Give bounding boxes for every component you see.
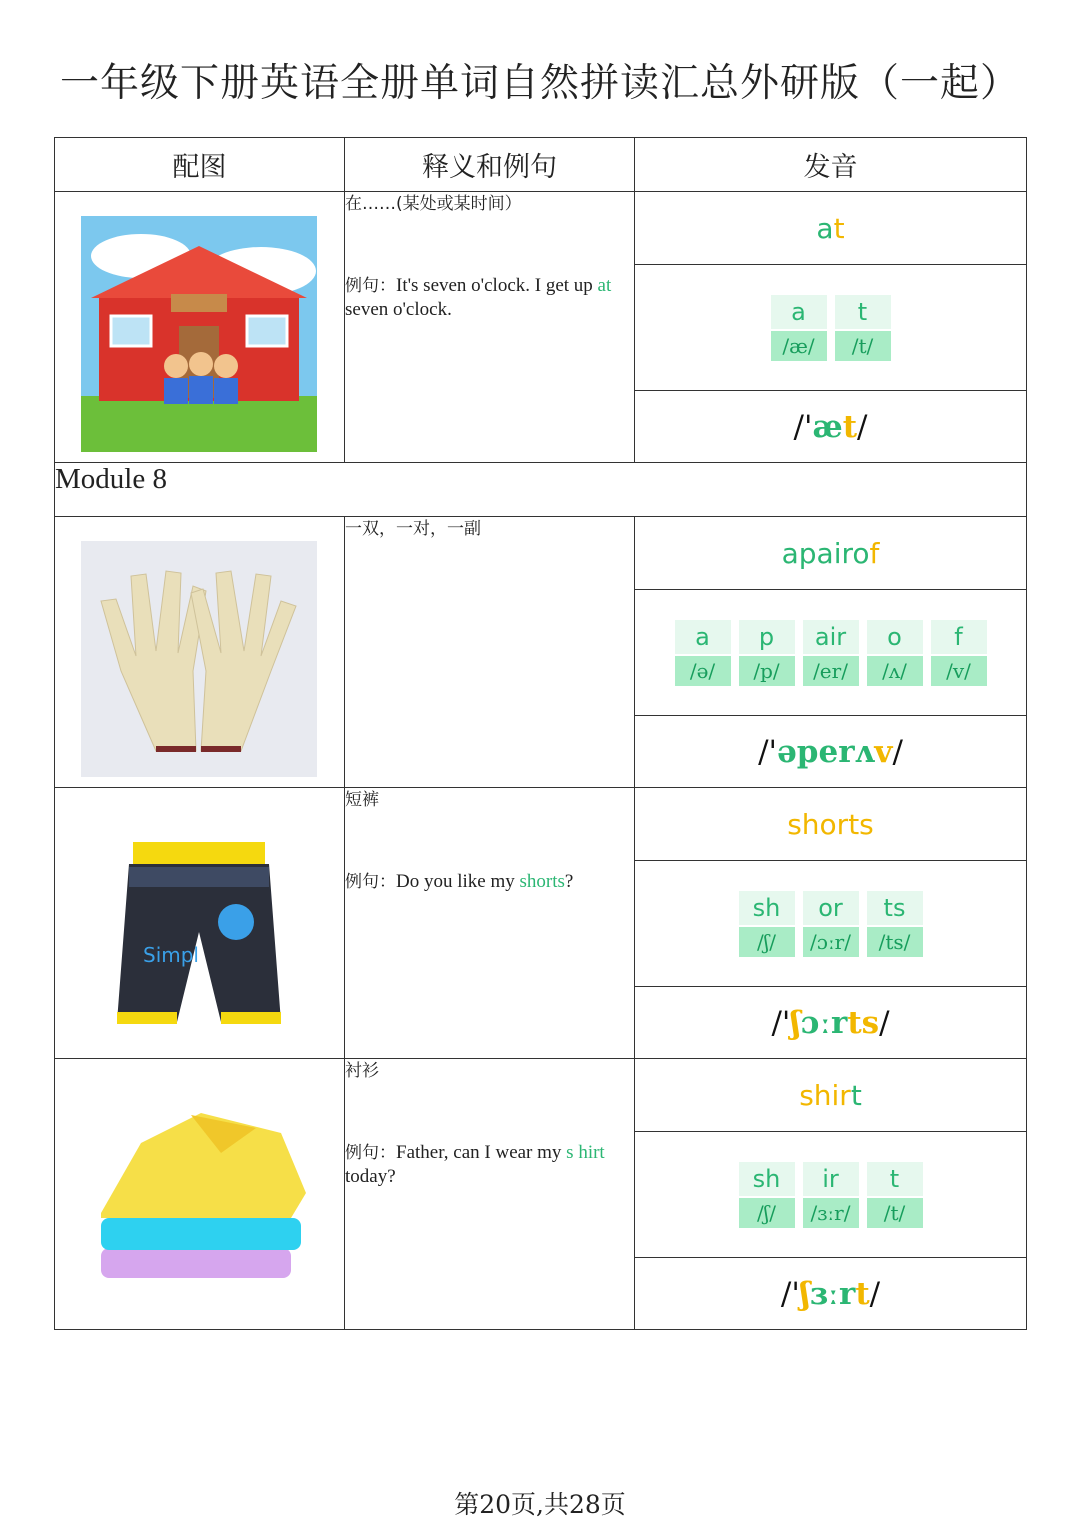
phonics-tile bbox=[739, 891, 795, 957]
tile-letters: t bbox=[867, 1162, 923, 1196]
example-keyword: at bbox=[597, 275, 612, 296]
shirts-icon bbox=[81, 1083, 317, 1319]
example-text: Do you like my bbox=[396, 871, 520, 892]
example-text: ? bbox=[564, 871, 574, 892]
word-spelling bbox=[635, 517, 1026, 590]
tile-letters: t bbox=[835, 295, 891, 329]
phonics-tile bbox=[739, 1162, 795, 1228]
word-part: shir bbox=[799, 1078, 851, 1112]
picture-cell bbox=[55, 192, 345, 463]
pronunciation-cell bbox=[635, 192, 1027, 463]
phonics-tiles bbox=[635, 861, 1026, 987]
header-meaning: 释义和例句 bbox=[345, 138, 635, 192]
meaning-text: 衬衫 bbox=[345, 1061, 379, 1081]
ipa-part: ʃ bbox=[790, 1004, 801, 1041]
tile-sound: /ɔːr/ bbox=[803, 927, 859, 957]
vocab-table bbox=[54, 137, 1027, 1330]
tile-sound: /t/ bbox=[867, 1198, 923, 1228]
header-pron: 发音 bbox=[635, 138, 1027, 192]
word-part: f bbox=[869, 536, 880, 570]
meaning-cell bbox=[345, 1059, 635, 1330]
ipa-transcription bbox=[635, 391, 1026, 462]
word-part: shorts bbox=[787, 807, 874, 841]
tile-letters: f bbox=[931, 620, 987, 654]
picture-cell bbox=[55, 517, 345, 788]
meaning-cell bbox=[345, 517, 635, 788]
ipa-part: /' bbox=[771, 1004, 791, 1041]
vocab-row bbox=[55, 788, 1027, 1059]
tile-sound: /ɜːr/ bbox=[803, 1198, 859, 1228]
ipa-transcription bbox=[635, 987, 1026, 1058]
ipa-part: əperʌ bbox=[777, 733, 875, 770]
vocab-row bbox=[55, 192, 1027, 463]
picture-cell bbox=[55, 1059, 345, 1330]
pronunciation-cell bbox=[635, 788, 1027, 1059]
tile-sound: /ʃ/ bbox=[739, 1198, 795, 1228]
word-part: t bbox=[833, 211, 845, 245]
tile-sound: /ə/ bbox=[675, 656, 731, 686]
example-keyword: s hirt bbox=[566, 1142, 605, 1163]
phonics-tile bbox=[803, 620, 859, 686]
meaning-cell bbox=[345, 192, 635, 463]
word-spelling bbox=[635, 1059, 1026, 1132]
example-text: Father, can I wear my bbox=[396, 1142, 567, 1163]
ipa-part: t bbox=[842, 408, 858, 445]
tile-letters: o bbox=[867, 620, 923, 654]
ipa-part: v bbox=[874, 733, 893, 770]
phonics-tiles bbox=[635, 590, 1026, 716]
page-footer: 第20页,共28页 bbox=[454, 1490, 626, 1519]
module-row bbox=[55, 463, 1027, 517]
picture-cell bbox=[55, 788, 345, 1059]
tile-sound: /æ/ bbox=[771, 331, 827, 361]
tile-letters: p bbox=[739, 620, 795, 654]
tile-letters: or bbox=[803, 891, 859, 925]
phonics-tile bbox=[931, 620, 987, 686]
ipa-part: æ bbox=[812, 408, 843, 445]
phonics-tile bbox=[867, 620, 923, 686]
meaning-cell bbox=[345, 788, 635, 1059]
phonics-tile bbox=[675, 620, 731, 686]
ipa-part: ʃ bbox=[799, 1275, 811, 1312]
pronunciation-cell bbox=[635, 1059, 1027, 1330]
meaning-text: 一双，一对，一副 bbox=[345, 519, 481, 539]
ipa-part: ts bbox=[847, 1004, 880, 1041]
header-picture: 配图 bbox=[55, 138, 345, 192]
ipa-part: /' bbox=[780, 1275, 800, 1312]
ipa-part: /' bbox=[793, 408, 813, 445]
phonics-tile bbox=[771, 295, 827, 361]
phonics-tile bbox=[867, 1162, 923, 1228]
tile-letters: a bbox=[675, 620, 731, 654]
vocab-row bbox=[55, 1059, 1027, 1330]
ipa-part: / bbox=[869, 1275, 881, 1312]
word-part: t bbox=[850, 1078, 862, 1112]
page-title: 一年级下册英语全册单词自然拼读汇总外研版（一起） bbox=[59, 61, 1020, 106]
phonics-tile bbox=[803, 1162, 859, 1228]
gloves-icon bbox=[81, 541, 317, 777]
pronunciation-cell bbox=[635, 517, 1027, 788]
example-sentence bbox=[345, 870, 634, 894]
example-sentence bbox=[345, 274, 634, 322]
word-spelling bbox=[635, 788, 1026, 861]
phonics-tile bbox=[867, 891, 923, 957]
ipa-part: /' bbox=[758, 733, 778, 770]
ipa-transcription bbox=[635, 1258, 1026, 1329]
vocab-row bbox=[55, 517, 1027, 788]
word-part: a bbox=[816, 211, 834, 245]
tile-letters: a bbox=[771, 295, 827, 329]
tile-letters: ts bbox=[867, 891, 923, 925]
example-text: It's seven o'clock. I get up bbox=[396, 275, 598, 296]
phonics-tiles bbox=[635, 1132, 1026, 1258]
tile-letters: sh bbox=[739, 891, 795, 925]
ipa-part: / bbox=[892, 733, 903, 770]
word-part: apairo bbox=[781, 536, 870, 570]
example-text: seven o'clock. bbox=[345, 299, 452, 320]
ipa-part: / bbox=[857, 408, 868, 445]
ipa-transcription bbox=[635, 716, 1026, 787]
tile-letters: sh bbox=[739, 1162, 795, 1196]
ipa-part: / bbox=[879, 1004, 890, 1041]
tile-sound: /v/ bbox=[931, 656, 987, 686]
tile-sound: /er/ bbox=[803, 656, 859, 686]
word-spelling bbox=[635, 192, 1026, 265]
ipa-part: ɔːr bbox=[800, 1004, 848, 1041]
example-label: 例句： bbox=[345, 276, 396, 296]
example-keyword: shorts bbox=[519, 871, 565, 892]
module-label: Module 8 bbox=[55, 463, 1027, 517]
example-label: 例句： bbox=[345, 872, 396, 892]
ipa-part: ɜːr bbox=[810, 1275, 856, 1312]
header-row bbox=[55, 138, 1027, 192]
ipa-part: t bbox=[855, 1275, 870, 1312]
school-building-icon bbox=[81, 216, 317, 452]
phonics-tile bbox=[739, 620, 795, 686]
tile-letters: ir bbox=[803, 1162, 859, 1196]
svg-text:Simpl: Simpl bbox=[143, 943, 199, 967]
example-sentence bbox=[345, 1141, 634, 1189]
shorts-icon bbox=[81, 812, 317, 1048]
example-label: 例句： bbox=[345, 1143, 396, 1163]
tile-sound: /p/ bbox=[739, 656, 795, 686]
tile-sound: /ʌ/ bbox=[867, 656, 923, 686]
phonics-tile bbox=[803, 891, 859, 957]
tile-letters: air bbox=[803, 620, 859, 654]
tile-sound: /t/ bbox=[835, 331, 891, 361]
phonics-tile bbox=[835, 295, 891, 361]
tile-sound: /ts/ bbox=[867, 927, 923, 957]
meaning-text: 在……(某处或某时间） bbox=[345, 194, 522, 214]
meaning-text: 短裤 bbox=[345, 790, 379, 810]
example-text: today? bbox=[345, 1166, 396, 1187]
tile-sound: /ʃ/ bbox=[739, 927, 795, 957]
phonics-tiles bbox=[635, 265, 1026, 391]
